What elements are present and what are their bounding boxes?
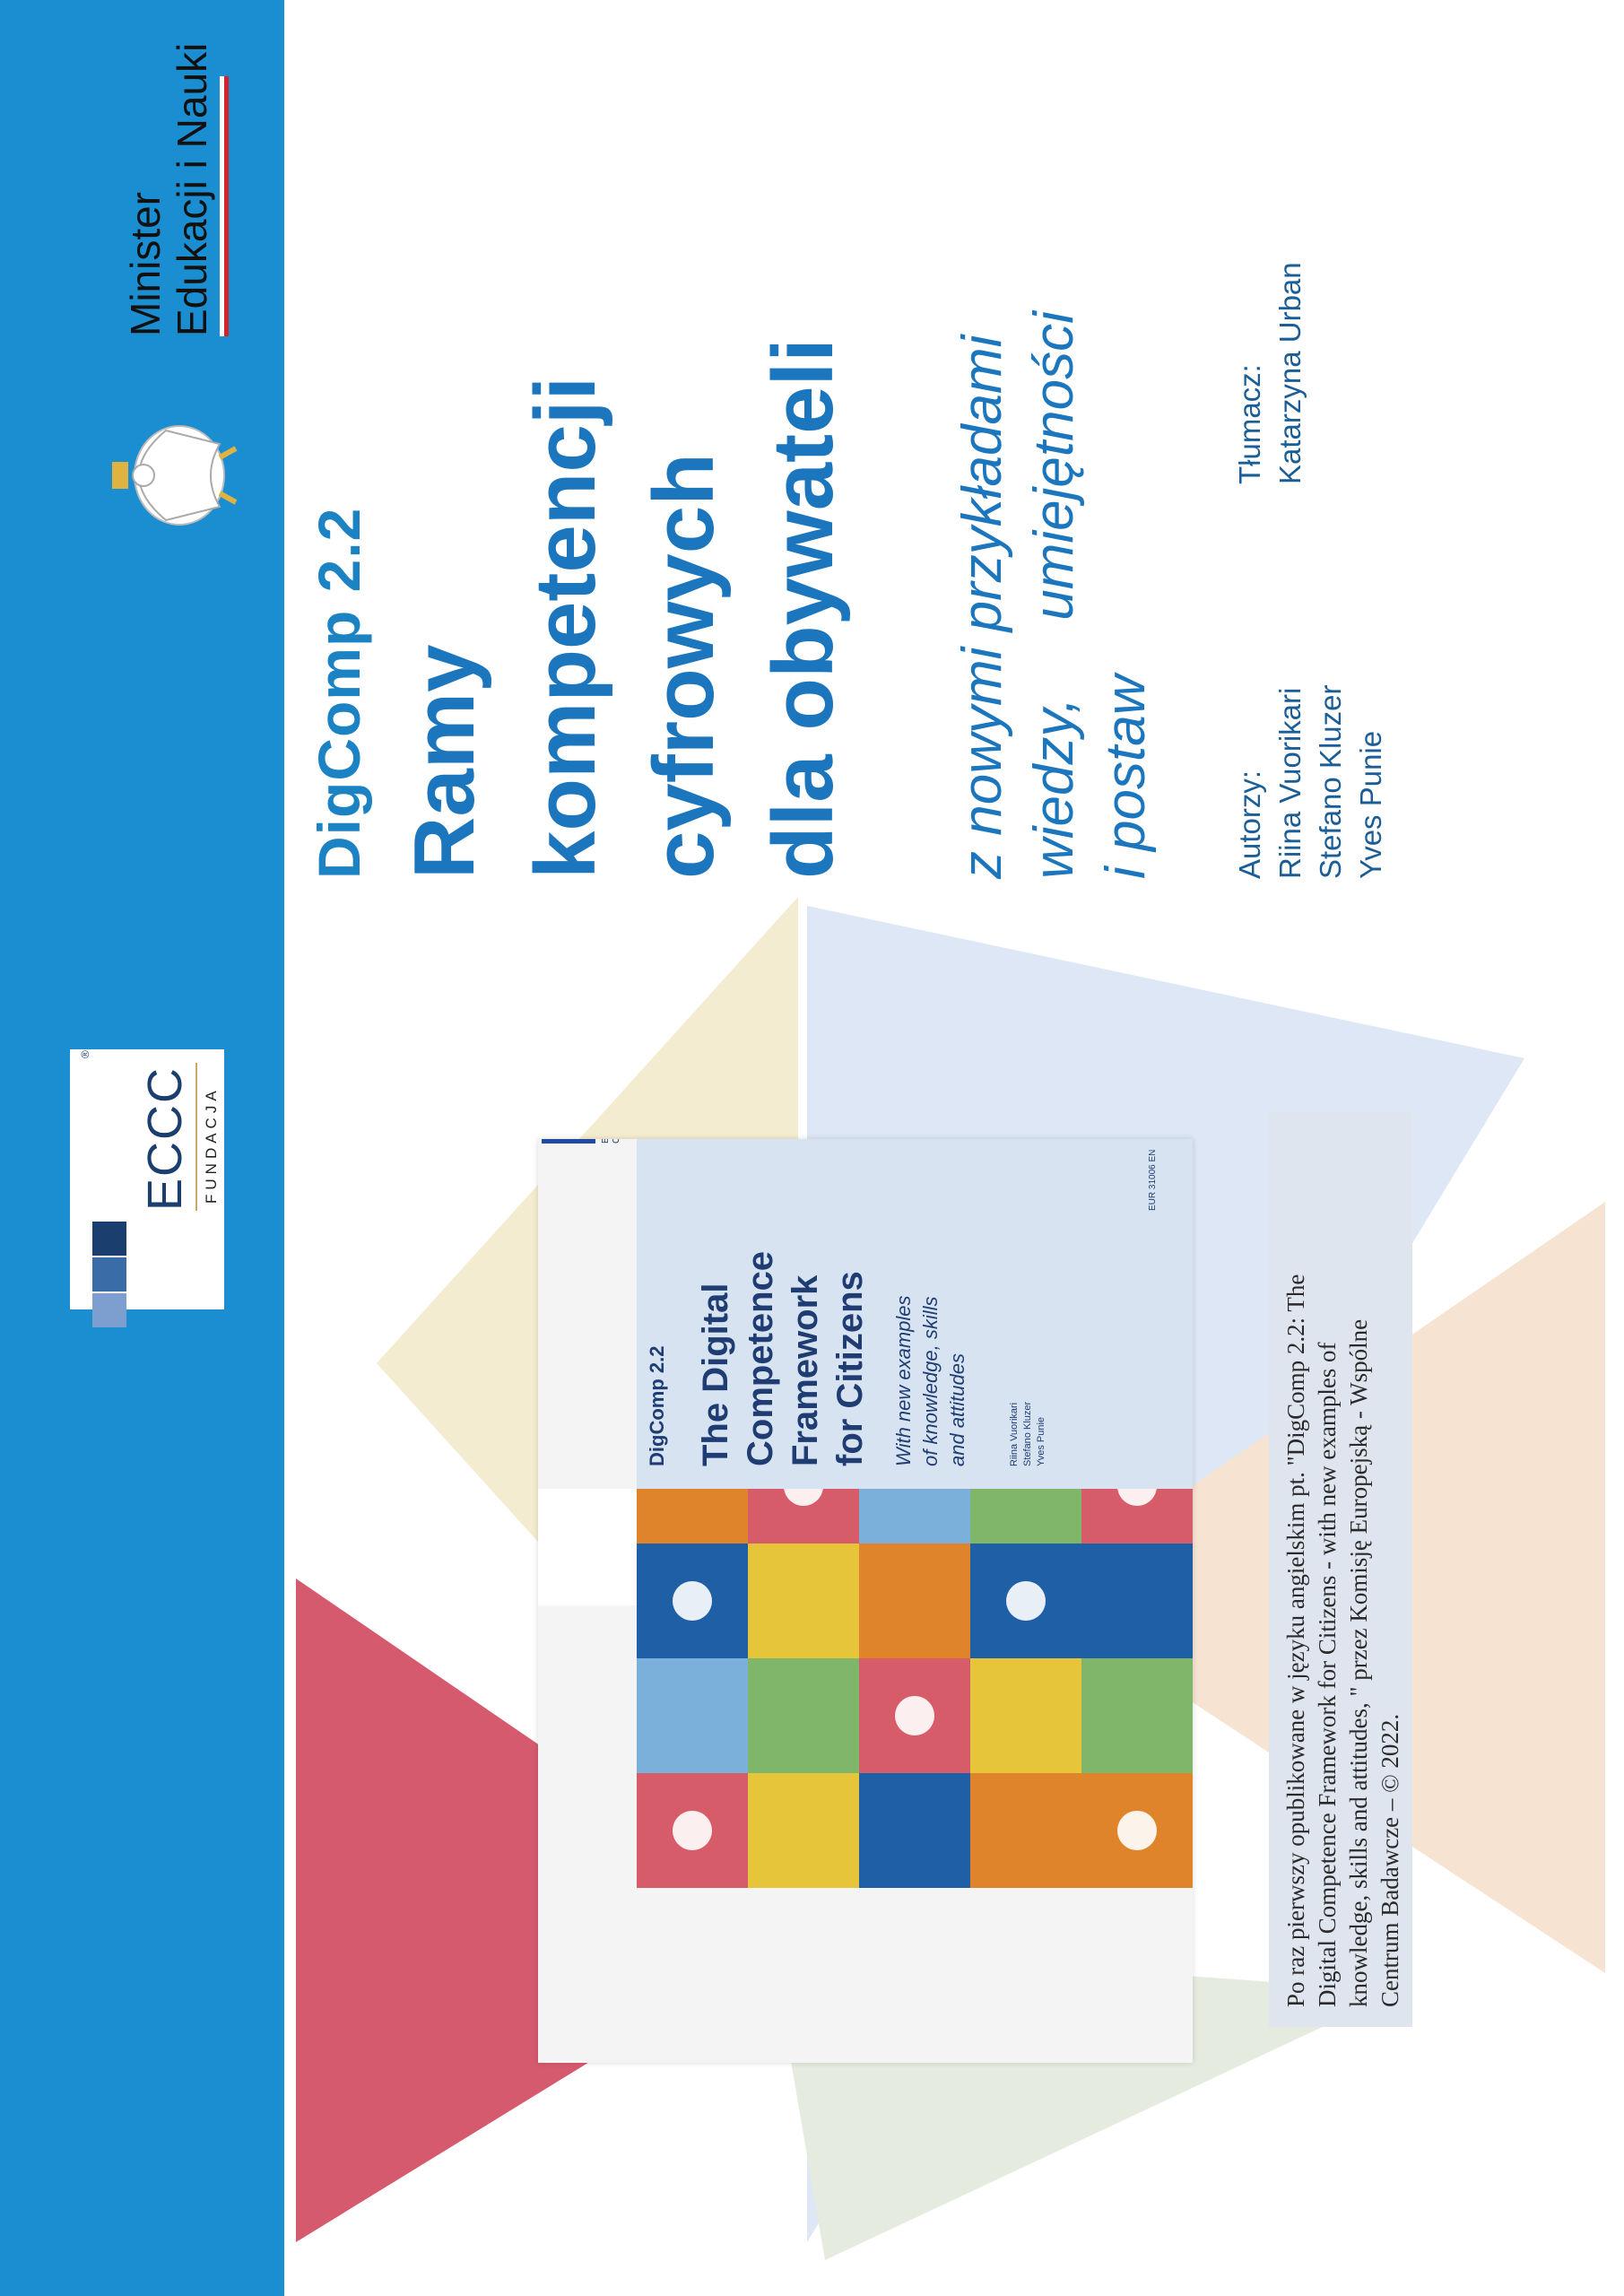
eccc-registered-mark: ® <box>79 1050 91 1058</box>
cover-series: DigComp 2.2 <box>646 1345 668 1466</box>
book-cover-image <box>538 1093 1193 2063</box>
ministry-line-1: Minister <box>122 191 169 336</box>
title-line-2: kompetencji <box>517 376 613 879</box>
ministry-line-2: Edukacji i Nauki <box>169 42 215 336</box>
flag-red-stripe <box>224 76 229 336</box>
authors-label: Autorzy: <box>1233 770 1266 879</box>
title-line-4: dla obywateli <box>755 338 851 879</box>
cover-title-line: The Digital <box>696 1283 735 1466</box>
eccc-foundation-label: FUNDACJA <box>203 1086 220 1204</box>
cover-catalog-code: EUR 31006 EN <box>1148 1149 1158 1211</box>
eccc-square <box>92 1222 126 1256</box>
cover-author: Riina Vuorikari <box>1009 1402 1020 1466</box>
cover-author: Stefano Kluzer <box>1022 1401 1033 1466</box>
author-name: Stefano Kluzer <box>1314 684 1347 879</box>
caption-line: Po raz pierwszy opublikowane w języku angielskim pt. "DigComp 2.2: The <box>1282 1274 1309 2007</box>
subtitle-line-2: wiedzy, umiejętności <box>1023 311 1085 879</box>
author-name: Riina Vuorikari <box>1273 687 1307 879</box>
eccc-divider <box>195 1063 197 1211</box>
ministry-logo <box>85 36 238 538</box>
svg-text:European: European <box>601 1104 611 1144</box>
white-eagle-icon <box>94 413 238 538</box>
cover-title-line: for Citizens <box>830 1271 870 1466</box>
author-name: Yves Punie <box>1354 730 1387 879</box>
eccc-logo <box>70 1049 224 1309</box>
eccc-wordmark: ECCC <box>138 1065 192 1211</box>
eccc-square <box>92 1257 126 1292</box>
eccc-square <box>92 1293 126 1327</box>
title-line-3: cyfrowych <box>636 453 732 879</box>
title-line-1: Ramy <box>396 644 492 879</box>
svg-text:Commission: Commission <box>612 1093 621 1144</box>
translator-name: Katarzyna Urban <box>1273 262 1307 484</box>
caption-line: knowledge, skills and attitudes, " przez Komisję Europejską - Wspólne <box>1345 1318 1372 2007</box>
cover-subtitle-line: of knowledge, skills <box>919 1296 942 1466</box>
caption-line: Centrum Badawcze – © 2022. <box>1376 1713 1403 2007</box>
cover-title-line: Framework <box>786 1274 825 1466</box>
digcomp-version: DigComp 2.2 <box>306 507 372 879</box>
ec-logo-block <box>538 1093 637 1605</box>
subtitle-line-3: i postaw <box>1095 674 1157 879</box>
cover-subtitle-line: With new examples <box>892 1295 915 1466</box>
subtitle-line-1: z nowymi przykładami <box>951 335 1013 879</box>
translator-label: Tłumacz: <box>1233 364 1266 484</box>
cover-title-line: Competence <box>741 1250 780 1466</box>
eu-flag-icon <box>542 1093 622 1144</box>
cover-author: Yves Punie <box>1036 1416 1046 1466</box>
cover-subtitle-line: and attitudes <box>946 1353 968 1466</box>
caption-line: Digital Competence Framework for Citizens - with new examples of <box>1314 1342 1341 2007</box>
